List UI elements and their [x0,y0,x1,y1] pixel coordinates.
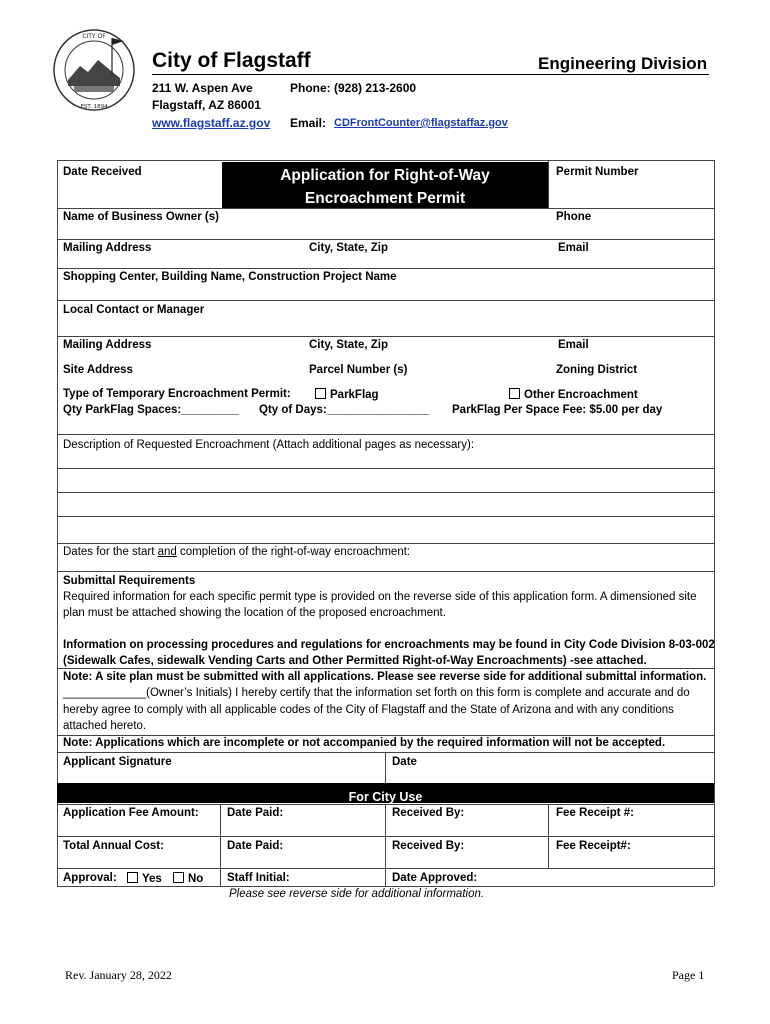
total-annual-cost-label: Total Annual Cost: [63,840,164,852]
site-address-label: Site Address [63,364,133,376]
row-divider [57,468,714,469]
division-title: Engineering Division [538,54,708,73]
row-divider [57,239,714,240]
fee-receipt-2-label: Fee Receipt#: [556,840,631,852]
phone-label: Phone [556,211,592,223]
date-paid-2-label: Date Paid: [227,840,284,852]
col-divider [385,752,386,783]
applicant-signature-label: Applicant Signature [63,756,172,768]
submittal-line-2: plan must be attached showing the location of the proposed encroachment. [63,607,446,619]
received-by-2-label: Received By: [392,840,465,852]
business-owner-label: Name of Business Owner (s) [63,211,219,223]
approval-yes-label: Yes [142,873,162,885]
form-right-border [714,160,715,886]
reverse-side-note: Please see reverse side for additional information. [229,888,485,900]
other-encroachment-checkbox[interactable] [509,388,520,399]
certification-line-2: hereby agree to comply with all applicable codes of the City of Flagstaff and the State of Arizona and with any conditions [63,704,674,716]
col-divider [220,804,221,886]
staff-initial-label: Staff Initial: [227,872,290,884]
submittal-line-1: Required information for each specific permit type is provided on the reverse side of this application form. A dimensioned site [63,591,697,603]
dates-label-and: and [157,546,177,558]
header-phone: Phone: (928) 213-2600 [290,81,417,95]
row-divider [57,434,714,435]
dates-label-prefix: Dates for the start [63,546,158,558]
for-city-use-header: For City Use [57,783,714,803]
city-seal-logo [52,28,136,112]
description-label: Description of Requested Encroachment (Attach additional pages as necessary): [63,439,475,451]
fee-per-space-text: ParkFlag Per Space Fee: $5.00 per day [452,404,663,416]
submittal-heading: Submittal Requirements [63,575,196,587]
revision-date: Rev. January 28, 2022 [65,968,172,982]
street-address: 211 W. Aspen Ave [152,81,253,95]
row-divider [57,735,714,736]
certification-line-1: _____________(Owner’s Initials) I hereby certify that the information set forth on this form is complete and accurate and do [63,687,690,699]
form-top-border [57,160,714,161]
row-divider [57,336,714,337]
mailing-address-label: Mailing Address [63,242,152,254]
local-contact-label: Local Contact or Manager [63,304,205,316]
approval-yes-option[interactable] [127,872,162,885]
approval-no-checkbox[interactable] [173,872,184,883]
approval-no-option[interactable] [173,872,203,885]
city-state-zip: Flagstaff, AZ 86001 [152,98,261,112]
application-title-line2: Encroachment Permit [304,190,466,207]
email-link[interactable]: CDFrontCounter@flagstaffaz.gov [334,117,508,129]
form-left-border [57,160,58,886]
row-divider [57,571,714,572]
email-field-label: Email [558,242,589,254]
approval-yes-checkbox[interactable] [127,872,138,883]
site-plan-note: Note: A site plan must be submitted with all applications. Please see reverse side for additional submittal information. [63,671,707,683]
application-fee-label: Application Fee Amount: [63,807,199,819]
contact-city-state-zip-label: City, State, Zip [309,339,389,351]
other-encroachment-option-label: Other Encroachment [524,389,638,401]
received-by-label: Received By: [392,807,465,819]
date-approved-label: Date Approved: [392,872,478,884]
dates-label [63,546,410,558]
row-divider [57,543,714,544]
date-paid-label: Date Paid: [227,807,284,819]
qty-spaces-field[interactable]: Qty ParkFlag Spaces:_________ [63,404,239,416]
city-title: City of Flagstaff [152,49,311,72]
page-number: Page 1 [672,968,705,982]
info-line-2: (Sidewalk Cafes, sidewalk Vending Carts and Other Permitted Right-of-Way Encroachments) -see attached. [63,655,647,667]
parkflag-checkbox[interactable] [315,388,326,399]
permit-type-label: Type of Temporary Encroachment Permit: [63,388,291,400]
approval-no-label: No [188,873,204,885]
form-bottom-border [57,886,714,887]
project-name-label: Shopping Center, Building Name, Construction Project Name [63,271,397,283]
approval-label: Approval: [63,872,117,884]
svg-text:EST. 1894: EST. 1894 [80,104,108,110]
col-divider [548,804,549,868]
certification-line-3: attached hereto. [63,720,147,732]
application-title-box [222,162,548,208]
row-divider [57,668,714,669]
date-received-label: Date Received [63,166,142,178]
website-link[interactable]: www.flagstaff.az.gov [152,116,271,130]
fee-receipt-label: Fee Receipt #: [556,807,634,819]
header-rule [152,74,709,75]
permit-number-label: Permit Number [556,166,639,178]
parcel-number-label: Parcel Number (s) [309,364,408,376]
row-divider [57,492,714,493]
zoning-district-label: Zoning District [556,364,638,376]
col-divider [548,160,549,208]
incomplete-note: Note: Applications which are incomplete or not accompanied by the required information will not be accepted. [63,737,666,749]
col-divider [385,804,386,886]
qty-days-field[interactable]: Qty of Days:________________ [259,404,430,416]
other-encroachment-option[interactable] [509,388,638,401]
parkflag-option-label: ParkFlag [330,389,379,401]
signature-date-label: Date [392,756,417,768]
application-title-line1: Application for Right-of-Way [280,167,490,184]
parkflag-option[interactable] [315,388,379,401]
row-divider [57,300,714,301]
email-label: Email: [290,116,327,130]
row-divider [57,268,714,269]
city-state-zip-label: City, State, Zip [309,242,389,254]
row-divider [57,516,714,517]
dates-label-suffix: completion of the right-of-way encroachment: [176,546,411,558]
svg-text:CITY OF: CITY OF [82,33,106,40]
contact-email-label: Email [558,339,589,351]
info-line-1: Information on processing procedures and regulations for encroachments may be found in City Code Division 8-03-002 [63,639,715,651]
contact-mailing-address-label: Mailing Address [63,339,152,351]
